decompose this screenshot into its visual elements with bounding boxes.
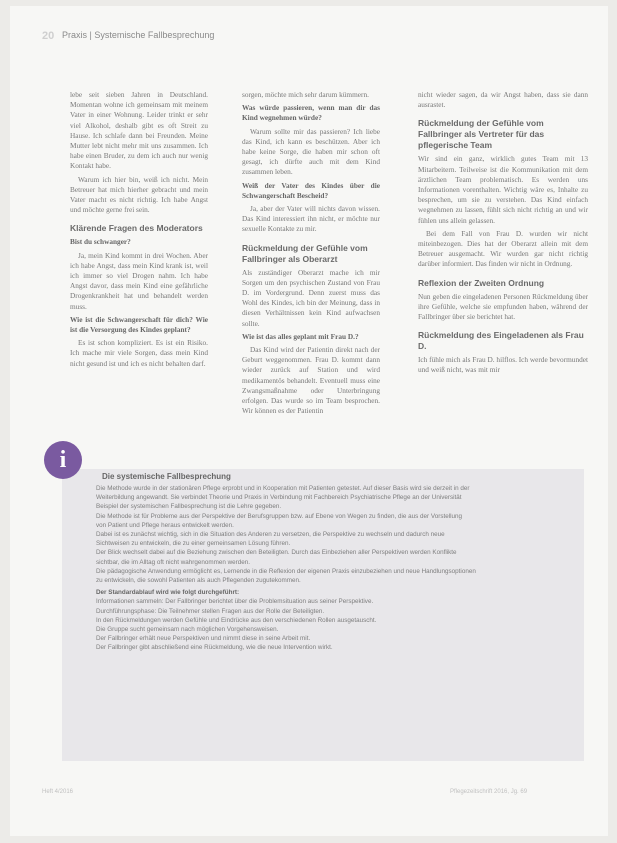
footer-right: Pflegezeitschrift 2016, Jg. 69 <box>450 789 528 795</box>
question: Was würde passieren, wenn man dir das Kind wegnehmen würde? <box>242 103 380 123</box>
page-number: 20 <box>42 30 55 42</box>
info-line: von Patient und Pflege heraus entwickelt werden. <box>96 521 234 529</box>
info-line: Dabei ist es zunächst wichtig, sich in die Situation des Anderen zu versetzen, die Perspektive zu wechseln und dadurch neue <box>96 531 445 539</box>
info-line: Der Blick wechselt dabei auf die Beziehung zwischen den Beteiligten. Durch das Einbeziehen aller Perspektiven werden Konflikte <box>96 549 457 557</box>
column-1 <box>70 90 208 372</box>
running-title: Praxis | Systemische Fallbesprechung <box>62 30 215 40</box>
info-step: Durchführungsphase: Die Teilnehmer stellen Fragen aus der Rolle der Beteiligten. <box>96 607 325 615</box>
info-line: Weiterbildung angewandt. Sie verbindet Theorie und Praxis in Verbindung mit Fachbereich Psychiatrische Pflege an der Universität <box>96 494 462 502</box>
paragraph: Als zuständiger Oberarzt mache ich mir Sorgen um den psychischen Zustand von Frau D. im Vordergrund. Denn zuerst muss das Wohl des Kindes, ich bin der Meinung, dass in diesen Verhältnissen kein Kind aufwachsen sollte. <box>242 267 380 328</box>
question: Wie ist das alles geplant mit Frau D.? <box>242 331 359 341</box>
paragraph: Warum ich hier bin, weiß ich nicht. Mein Betreuer hat mich hierher gebracht und mein Vater macht es nicht richtig. Ich habe Angst und möchte gerne frei sein. <box>70 174 208 215</box>
answer: Ja, aber der Vater will nichts davon wissen. Das Kind interessiert ihn nicht, er möchte nur sexuelle Kontakte zu mir. <box>242 204 380 234</box>
paragraph: Das Kind wird der Patientin direkt nach der Geburt weggenommen. Frau D. kommt dann wieder zurück auf Station und wird medikamentös behandelt. Eventuell muss eine Zwangsmaßnahme oder Unterbringung erfolgen. Das wurde so im Team besprochen. Wir können es der Patientin <box>242 345 380 416</box>
section-heading: Klärende Fragen des Moderators <box>70 223 203 234</box>
section-heading: Rückmeldung des Eingeladenen als Frau D. <box>418 330 584 352</box>
info-line: Die Methode wurde in der stationären Pflege erprobt und in Kooperation mit Patienten getestet. Auf dieser Basis wird sie derzeit in der <box>96 485 470 492</box>
info-box-title: Die systemische Fallbesprechung <box>102 472 231 481</box>
info-line: Die Methode ist für Probleme aus der Perspektive der Berufsgruppen bzw. auf Ebene von Wegen zu finden, die aus der Vorstellung <box>96 512 463 520</box>
info-line: Sichtweisen zu entwickeln, die zu einer gemeinsamen Lösung führen. <box>96 540 291 548</box>
paragraph: Bei dem Fall von Frau D. wurden wir nicht miteinbezogen. Dies hat der Oberarzt allein mit dem Betreuer ausgemacht. Wir wurden gar nicht richtig darüber informiert. Das finden wir nicht in Ordnung. <box>418 228 588 269</box>
info-line: sichtbar, die im Alltag oft nicht wahrgenommen werden. <box>96 558 251 566</box>
answer: Ja, mein Kind kommt in drei Wochen. Aber ich habe Angst, dass mein Kind krank ist, weil ich immer so viel Drogen nahm. Ich habe Angst davor, dass mein Kind eine gefährliche Drogenkrankheit hat und behandelt werden muss. <box>70 250 208 311</box>
column-2 <box>242 90 380 419</box>
info-step: Die Gruppe sucht gemeinsam nach möglichen Vorgehensweisen. <box>96 626 279 634</box>
info-step: Der Fallbringer erhält neue Perspektiven und nimmt diese in seine Arbeit mit. <box>96 635 311 643</box>
answer: Es ist schon kompliziert. Es ist ein Risiko. Ich mache mir viele Sorgen, dass mein Kind nicht gesund ist und ich es nicht behalten darf. <box>70 338 208 368</box>
document-page <box>10 6 608 836</box>
info-step: Der Fallbringer gibt abschließend eine Rückmeldung, wie die neue Intervention wirkt. <box>96 644 333 652</box>
info-line: Beispiel der systemischen Fallbesprechung ist die Lehre gegeben. <box>96 503 282 511</box>
paragraph: sorgen, möchte mich sehr darum kümmern. <box>242 90 369 99</box>
paragraph: Ich fühle mich als Frau D. hilflos. Ich werde bevormundet und weiß nicht, was mit mir <box>418 355 589 375</box>
paragraph: lebe seit sieben Jahren in Deutschland. Momentan wohne ich gemeinsam mit meinem Vater in einer Wohnung. Leider trinkt er sehr viel Alkohol, deshalb gibt es oft Streit zu Hause. Ich schlafe dann bei Freunden. Meine Mutter lebt nicht mehr mit uns zusammen. Ich habe einen Bruder, zu dem ich auch nur wenig Kontakt habe. <box>70 90 208 171</box>
info-line: Die pädagogische Anwendung ermöglicht es, Lernende in die Reflexion der eigenen Praxis einzubeziehen und neue Handlungsoptionen <box>96 567 476 575</box>
answer: Warum sollte mir das passieren? Ich liebe das Kind, ich kann es beschützen. Aber ich habe keine Sorge, die haben mir schon oft gesagt, ich dürfte auch mit dem Kind zusammen leben. <box>242 126 380 177</box>
info-step: Informationen sammeln: Der Fallbringer berichtet über die Problemsituation aus seiner Perspektive. <box>96 598 374 606</box>
question: Bist du schwanger? <box>70 237 131 247</box>
paragraph: Wir sind ein ganz, wirklich gutes Team mit 13 Mitarbeitern. Teilweise ist die Kommunikation mit dem ärztlichen Team problematisch. Es werden uns Informationen vorenthalten. Wichtig wäre es, Inhalte zu besprechen, um sie zu verstehen. Das Kind einfach wegnehmen zu lassen, fühlt sich nicht richtig an und wir fühlen uns allein gelassen. <box>418 154 588 225</box>
column-3 <box>418 90 588 379</box>
section-heading: Reflexion der Zweiten Ordnung <box>418 277 545 288</box>
section-heading: Rückmeldung der Gefühle vom Fallbringer als Vertreter für das pflegerische Team <box>418 118 545 151</box>
paragraph: Nun geben die eingeladenen Personen Rückmeldung über ihre Gefühle, welche sie empfunden haben, während der Fallbringer über sie berichtet hat. <box>418 291 588 322</box>
footer-left: Heft 4/2016 <box>42 789 74 795</box>
info-box <box>62 469 584 761</box>
info-box-text <box>96 484 576 653</box>
info-subheading: Der Standardablauf wird wie folgt durchgeführt: <box>96 589 240 597</box>
info-line: zu entwickeln, die sowohl Patienten als auch Pflegenden zugutekommen. <box>96 577 301 585</box>
section-heading: Rückmeldung der Gefühle vom Fallbringer als Oberarzt <box>242 242 368 264</box>
question: Wie ist die Schwangerschaft für dich? Wie ist die Versorgung des Kindes geplant? <box>70 314 208 335</box>
info-icon: i <box>44 441 82 479</box>
info-step: In den Rückmeldungen werden Gefühle und Eindrücke aus den verschiedenen Rollen ausgetauscht. <box>96 616 377 624</box>
question: Weiß der Vater des Kindes über die Schwangerschaft Bescheid? <box>242 180 380 200</box>
paragraph: nicht wieder sagen, da wir Angst haben, dass sie dann ausrastet. <box>418 90 588 110</box>
